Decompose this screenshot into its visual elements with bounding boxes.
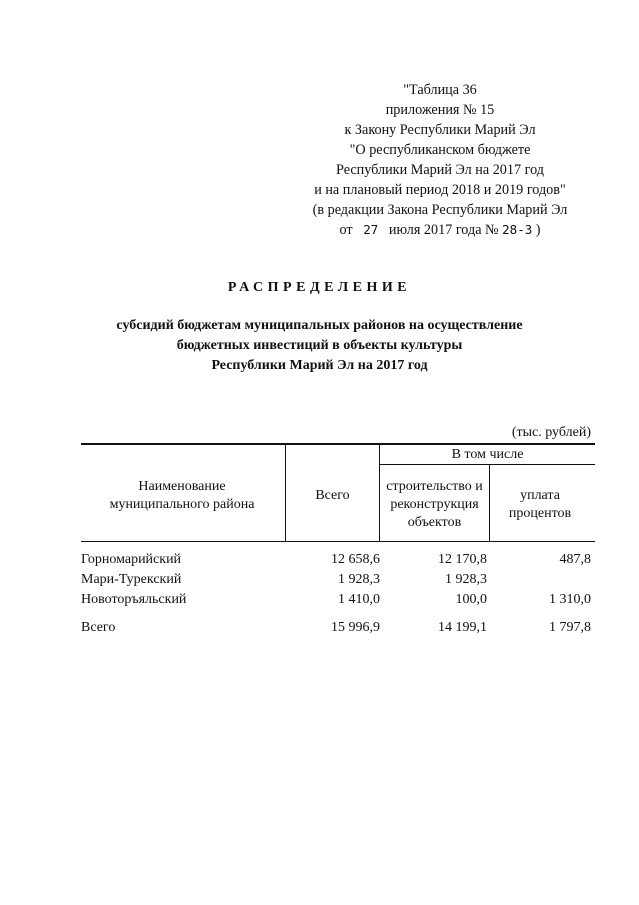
header-line: Республики Марий Эл на 2017 год — [336, 162, 544, 178]
document-header — [290, 80, 590, 240]
header-interest: уплата процентов — [508, 488, 572, 521]
header-construction: строительство и реконструкция объектов — [386, 479, 483, 530]
date-middle: июля 2017 года № — [388, 222, 499, 238]
header-line: и на плановый период 2018 и 2019 годов" — [314, 182, 566, 198]
district-name: Новоторъяльский — [81, 592, 187, 607]
subtitle-line: субсидий бюджетам муниципальных районов на осуществление — [116, 318, 523, 333]
table-header-bottom-rule — [81, 541, 595, 542]
district-name: Мари-Турекский — [81, 572, 182, 587]
table-top-rule — [81, 443, 595, 445]
group-header-rule — [379, 464, 595, 465]
header-line: (в редакции Закона Республики Марий Эл — [312, 202, 568, 218]
date-day: 27 — [363, 222, 379, 237]
date-prefix: от — [339, 222, 353, 238]
header-line: к Закону Республики Марий Эл — [344, 122, 536, 138]
document-title: РАСПРЕДЕЛЕНИЕ — [227, 280, 412, 295]
column-divider — [489, 464, 490, 541]
value-total: 12 658,6 — [331, 552, 380, 567]
header-line: "О республиканском бюджете — [349, 142, 531, 158]
header-line: "Таблица 36 — [403, 82, 477, 98]
value-construction: 12 170,8 — [438, 552, 487, 567]
value-interest: 487,8 — [559, 552, 591, 567]
value-interest: 1 310,0 — [549, 592, 591, 607]
value-total: 1 928,3 — [338, 572, 380, 587]
total-value: 15 996,9 — [331, 620, 380, 635]
header-line: приложения № 15 — [385, 102, 495, 118]
total-label: Всего — [81, 620, 116, 635]
units-label: (тыс. рублей) — [511, 425, 591, 440]
value-construction: 1 928,3 — [445, 572, 487, 587]
value-total: 1 410,0 — [338, 592, 380, 607]
subtitle-line: бюджетных инвестиций в объекты культуры — [176, 338, 463, 353]
total-construction: 14 199,1 — [438, 620, 487, 635]
district-name: Горномарийский — [81, 552, 182, 567]
value-construction: 100,0 — [455, 592, 487, 607]
header-date-line — [290, 220, 590, 240]
header-total: Всего — [315, 488, 350, 503]
total-interest: 1 797,8 — [549, 620, 591, 635]
document-subtitle — [0, 316, 639, 376]
subtitle-line: Республики Марий Эл на 2017 год — [211, 358, 428, 373]
date-number: 28-З — [502, 222, 533, 237]
date-suffix: ) — [535, 222, 541, 238]
header-including: В том числе — [451, 447, 524, 462]
header-district-name: Наименование муниципального района — [109, 479, 255, 512]
